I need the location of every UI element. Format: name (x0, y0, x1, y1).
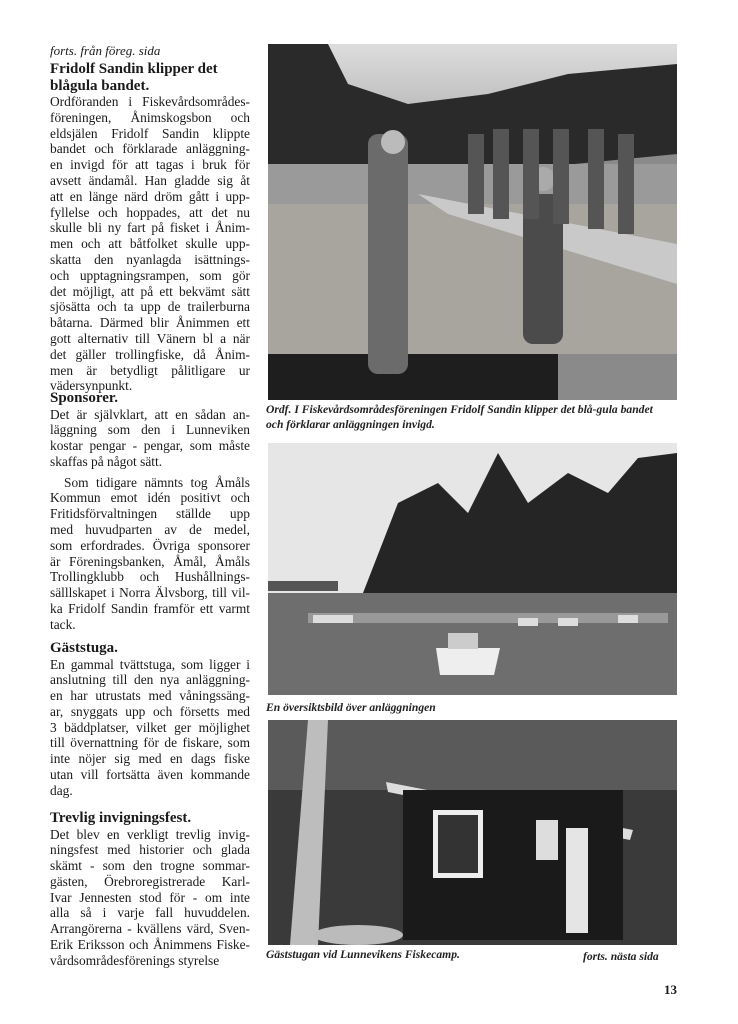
text-line: avsett ändamål. Han gladde sig åt (50, 172, 250, 188)
text-line: är Föreningsbanken, Åmål, Åmåls (50, 553, 250, 569)
text-line: kostar pengar - pengar, som måste (50, 438, 250, 454)
text-line: skaffas på något sätt. (50, 453, 163, 469)
text-line: till övernattning för de fiskare, som (50, 735, 250, 751)
paragraph (50, 657, 250, 799)
text-line: men är betydligt pålitligare ur (50, 362, 250, 378)
text-line: skatta den nyanlagda isättnings- (50, 251, 250, 267)
paragraph (50, 827, 250, 969)
section-heading: Fridolf Sandin klipper det (50, 61, 218, 77)
text-line: 3 bäddplatser, vilket ger möjlighet (50, 719, 250, 735)
text-line: läggning som den i Lunneviken (50, 422, 250, 438)
section-guest-cabin (50, 640, 250, 799)
section-heading: Gäststuga. (50, 640, 118, 656)
text-line: vädersynpunkt. (50, 378, 133, 394)
text-line: med huvudparten av de medel, (50, 522, 250, 538)
text-line: Det blev en verkligt trevlig invig- (50, 826, 250, 842)
photo-caption-2: En översiktsbild över anläggningen (266, 701, 436, 714)
text-line: Ivar Jennesten stod för - om inte (50, 889, 250, 905)
text-line: båtarna. Därmed blir Ånimmen ett (50, 315, 250, 331)
text-line: det möjligt, att på ett bekvämt sätt (50, 283, 250, 299)
photo-ribbon-cutting (268, 44, 677, 400)
text-line: Arrangörerna - kvällens värd, Sven- (50, 921, 250, 937)
photo-guest-cabin (268, 720, 677, 945)
caption-line: Ordf. I Fiskevårdsområdesföreningen Fridolf Sandin klipper det blå-gula bandet (266, 403, 653, 416)
paragraph (50, 407, 250, 470)
text-line: föreningen, Ånimskogsbon och (50, 109, 250, 125)
text-line: sälllskapet i Norra Älvsborg, till vil- (50, 585, 250, 601)
text-line: utan vill fortsätta även kommande (50, 767, 250, 783)
text-line: vårdsområdesförenings styrelse (50, 952, 220, 968)
text-line: en har utrustats med våningssäng- (50, 688, 250, 704)
text-line: och upptagningsrampen, som gör (50, 267, 250, 283)
text-line: tack. (50, 616, 76, 632)
text-line: Kommun emot idén positivt och (50, 490, 250, 506)
text-line: att en länge närd dröm gått i upp- (50, 188, 250, 204)
text-line: gästen, Örebroregistrerade Karl- (50, 873, 250, 889)
text-line: sjösätta och ta upp de trailerburna (50, 299, 250, 315)
text-line: Erik Eriksson och Ånimmens Fiske- (50, 937, 250, 953)
text-line: som erfordrades. Övriga sponsorer (50, 537, 250, 553)
text-line: En gammal tvättstuga, som ligger i (50, 656, 250, 672)
section-heading: Sponsorer. (50, 390, 118, 406)
text-line: inte nöjer sig med en dags fiske (50, 751, 250, 767)
text-line: dag. (50, 782, 73, 798)
photo-caption-1 (266, 402, 653, 432)
text-line: eldsjälen Fridolf Sandin klippte (50, 125, 250, 141)
text-line: Som tidigare nämnts tog Åmåls (64, 474, 250, 490)
continued-next-note: forts. nästa sida (583, 950, 659, 963)
photo-overview (268, 443, 677, 695)
text-line: Trollingklubb och Hushållnings- (50, 569, 250, 585)
caption-line: och förklarar anläggningen invigd. (266, 418, 435, 431)
paragraph (50, 475, 250, 633)
text-line: skämt - som den trogne sommar- (50, 858, 250, 874)
text-line: ningsfest med historier och glada (50, 842, 250, 858)
text-line: en invigd för att tagas i bruk för (50, 157, 250, 173)
text-line: anslutning till den nya anläggning- (50, 672, 250, 688)
text-line: gott alternativ till Vänern bl a när (50, 330, 250, 346)
section-ribbon-cutting (50, 61, 250, 394)
continued-from-note: forts. från föreg. sida (50, 43, 161, 58)
text-line: ar, snyggats upp och försetts med (50, 703, 250, 719)
text-line: bandet och förklarade anläggning- (50, 141, 250, 157)
text-line: det gäller trollingfiske, då Ånim- (50, 346, 250, 362)
photo-caption-3: Gäststugan vid Lunnevikens Fiskecamp. (266, 948, 460, 961)
text-line: Ordföranden i Fiskevårdsområdes- (50, 94, 250, 109)
page-number: 13 (664, 982, 677, 997)
section-inauguration (50, 810, 250, 969)
text-line: men och att båtfolket skulle upp- (50, 236, 250, 252)
section-heading: blågula bandet. (50, 77, 150, 94)
text-line: Fritidsförvaltningen ställde upp (50, 506, 250, 522)
section-sponsors (50, 390, 250, 633)
text-line: Det är självklart, att en sådan an- (50, 406, 250, 422)
paragraph (50, 94, 250, 394)
text-line: ka Fridolf Sandin framför ett varmt (50, 601, 250, 617)
section-heading: Trevlig invigningsfest. (50, 810, 192, 826)
text-line: alla så i varje fall huvuddelen. (50, 905, 250, 921)
text-line: fyllelse och hoppades, att det nu (50, 204, 250, 220)
text-line: skulle bli ny fart på fisket i Ånim- (50, 220, 250, 236)
